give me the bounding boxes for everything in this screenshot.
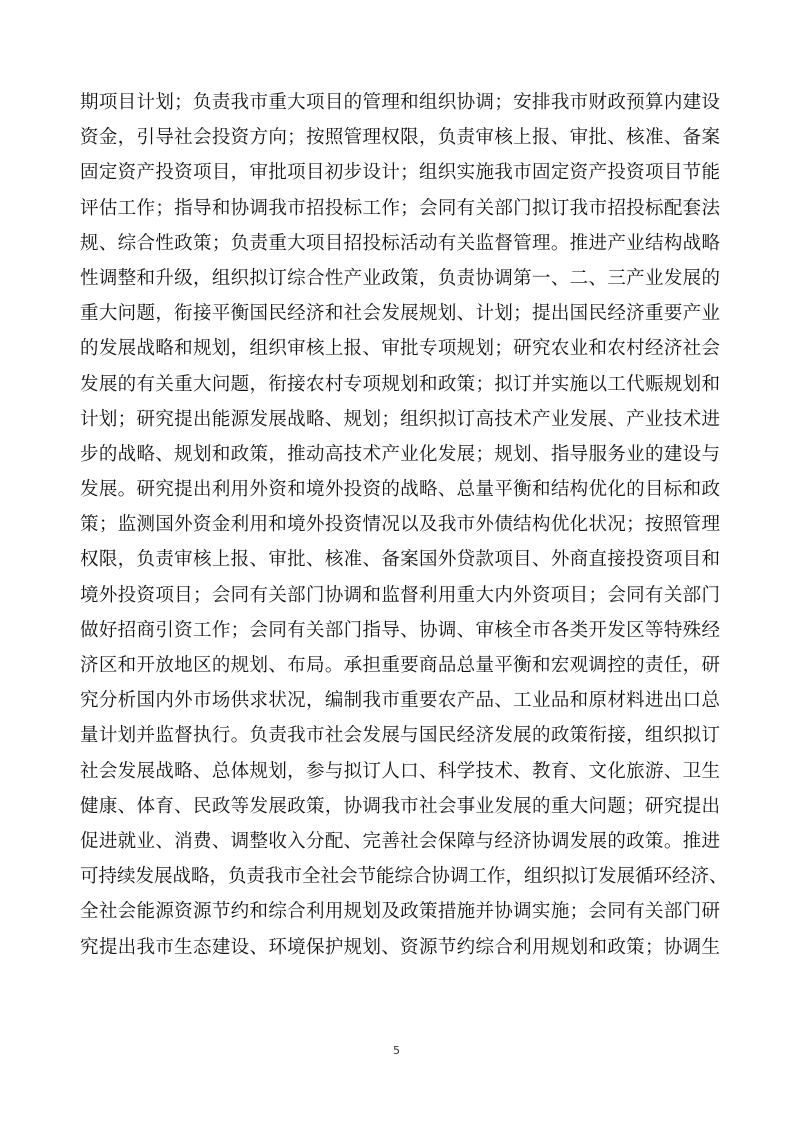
text-line: 济区和开放地区的规划、布局。承担重要商品总量平衡和宏观调控的责任，研	[80, 655, 720, 676]
text-line: 策；监测国外资金利用和境外投资情况以及我市外债结构优化状况；按照管理	[80, 514, 720, 536]
text-line: 全社会能源资源节约和综合利用规划及政策措施并协调实施；会同有关部门研	[80, 901, 720, 923]
text-line: 境外投资项目；会同有关部门协调和监督利用重大内外资项目；会同有关部门	[80, 584, 720, 606]
text-line: 促进就业、消费、调整收入分配、完善社会保障与经济协调发展的政策。推进	[80, 830, 720, 852]
text-line: 评估工作；指导和协调我市招投标工作；会同有关部门拟订我市招投标配套法	[80, 197, 720, 219]
page-number: 5	[393, 1044, 400, 1057]
text-line: 的发展战略和规划，组织审核上报、审批专项规划；研究农业和农村经济社会	[80, 338, 720, 360]
text-line: 社会发展战略、总体规划，参与拟订人口、科学技术、教育、文化旅游、卫生	[80, 760, 720, 782]
text-line: 资金，引导社会投资方向；按照管理权限，负责审核上报、审批、核准、备案	[80, 127, 720, 149]
text-line: 性调整和升级，组织拟订综合性产业政策，负责协调第一、二、三产业发展的	[80, 267, 720, 289]
text-line: 可持续发展战略，负责我市全社会节能综合协调工作，组织拟订发展循环经济、	[80, 866, 728, 888]
text-line: 量计划并监督执行。负责我市社会发展与国民经济发展的政策衔接，组织拟订	[80, 725, 720, 747]
text-line: 健康、体育、民政等发展政策，协调我市社会事业发展的重大问题；研究提出	[80, 795, 720, 817]
document-body	[80, 85, 728, 965]
text-line: 规、综合性政策；负责重大项目招投标活动有关监督管理。推进产业结构战略	[80, 232, 720, 254]
text-line: 权限，负责审核上报、审批、核准、备案国外贷款项目、外商直接投资项目和	[80, 549, 720, 571]
text-line: 发展的有关重大问题，衔接农村专项规划和政策；拟订并实施以工代赈规划和	[80, 373, 720, 395]
text-line: 发展。研究提出利用外资和境外投资的战略、总量平衡和结构优化的目标和政	[80, 479, 720, 501]
text-line: 步的战略、规划和政策，推动高技术产业化发展；规划、指导服务业的建设与	[80, 443, 720, 465]
text-line: 究分析国内外市场供求状况，编制我市重要农产品、工业品和原材料进出口总	[80, 690, 720, 712]
text-line: 期项目计划；负责我市重大项目的管理和组织协调；安排我市财政预算内建设	[80, 92, 720, 113]
text-line: 计划；研究提出能源发展战略、规划；组织拟订高技术产业发展、产业技术进	[80, 408, 720, 430]
text-line: 做好招商引资工作；会同有关部门指导、协调、审核全市各类开发区等特殊经	[80, 619, 720, 641]
text-line: 固定资产投资项目，审批项目初步设计；组织实施我市固定资产投资项目节能	[80, 162, 720, 184]
text-line: 重大问题，衔接平衡国民经济和社会发展规划、计划；提出国民经济重要产业	[80, 303, 720, 325]
text-line: 究提出我市生态建设、环境保护规划、资源节约综合利用规划和政策；协调生	[80, 936, 720, 958]
